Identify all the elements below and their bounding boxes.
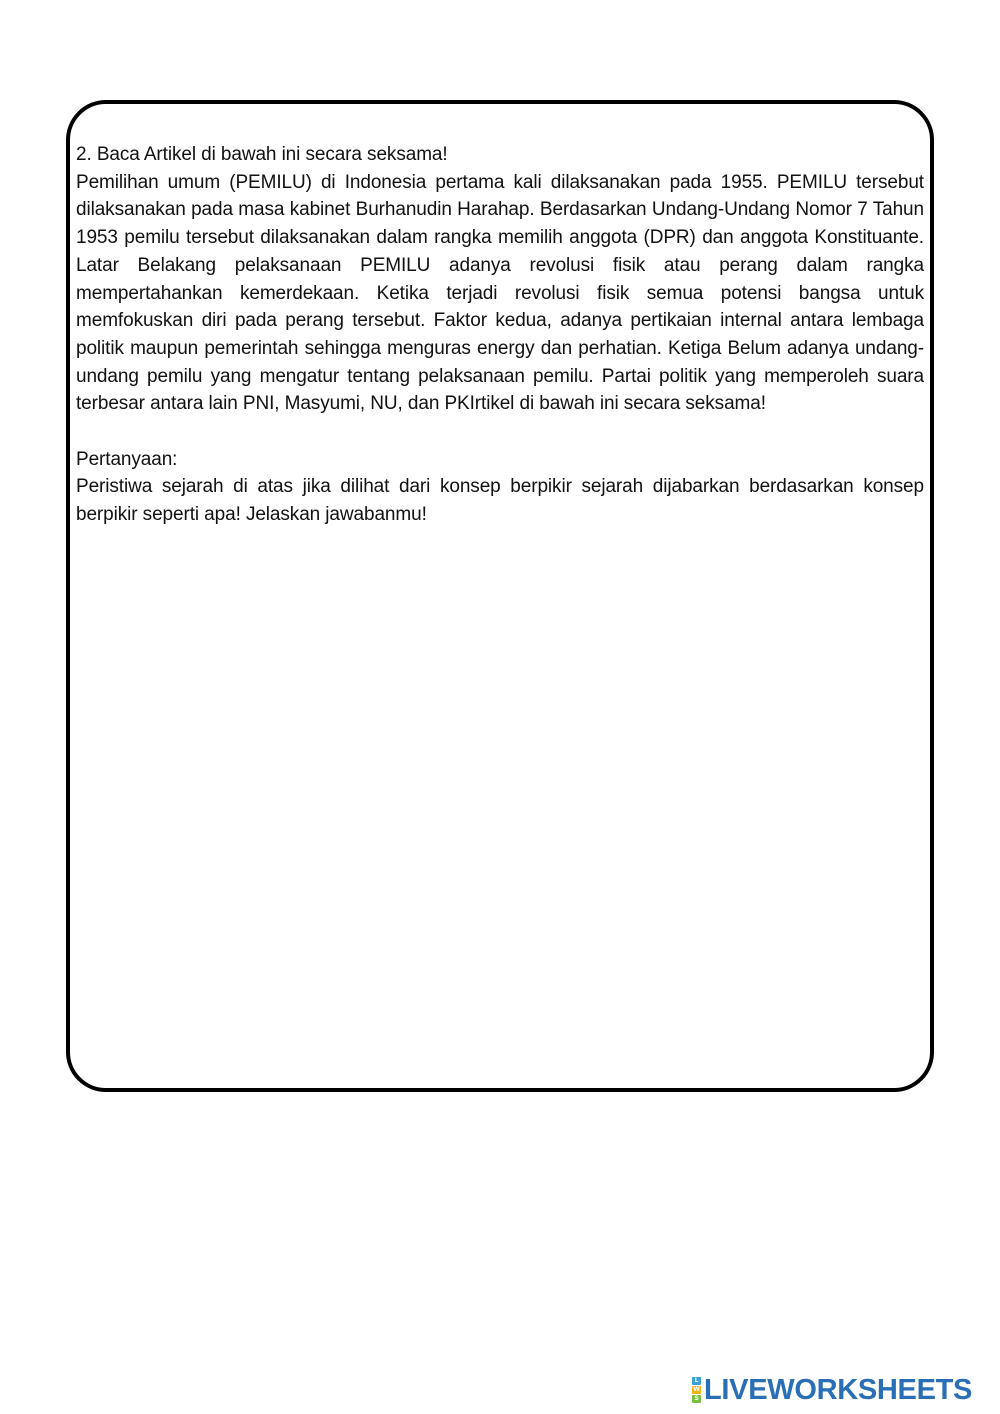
logo-mark-letter: L — [692, 1377, 701, 1385]
question-label: Pertanyaan: — [76, 448, 178, 470]
article-text: Pemilihan umum (PEMILU) di Indonesia pertama kali dilaksanakan pada 1955. PEMILU tersebut dilaksanakan pada masa kabinet Burhanudin Harahap. Berdasarkan Undang-Undang Nomor 7 Tahun 1953 pemilu tersebut dilaksanakan dalam rangka memilih anggota (DPR) dan anggota Konstituante. Latar Belakang pelaksanaan PEMILU adanya revolusi fisik atau perang dalam rangka mempertahankan kemerdekaan. Ketika terjadi revolusi fisik semua potensi bangsa untuk memfokuskan diri pada perang tersebut. Faktor kedua, adanya pertikaian internal antara lembaga politik maupun pemerintah sehingga menguras energy dan perhatian. Ketiga Belum adanya undang-undang pemilu yang mengatur tentang pelaksanaan pemilu. Partai politik yang memperoleh suara terbesar antara lain PNI, Masyumi, NU, dan PKIrtikel di bawah ini secara seksama! — [76, 171, 924, 415]
worksheet-content — [76, 141, 924, 529]
logo-mark-icon — [692, 1377, 701, 1403]
logo-mark-letter: S — [692, 1395, 701, 1403]
question-heading: 2. Baca Artikel di bawah ini secara seksama! — [76, 144, 448, 165]
liveworksheets-logo[interactable] — [692, 1374, 972, 1406]
logo-text: LIVEWORKSHEETS — [704, 1373, 973, 1406]
paragraph-spacer — [76, 418, 924, 446]
logo-mark-letter: W — [693, 1386, 700, 1393]
question-text: Peristiwa sejarah di atas jika dilihat dari konsep berpikir sejarah dijabarkan berdasarkan konsep berpikir seperti apa! Jelaskan jawabanmu! — [76, 476, 924, 526]
